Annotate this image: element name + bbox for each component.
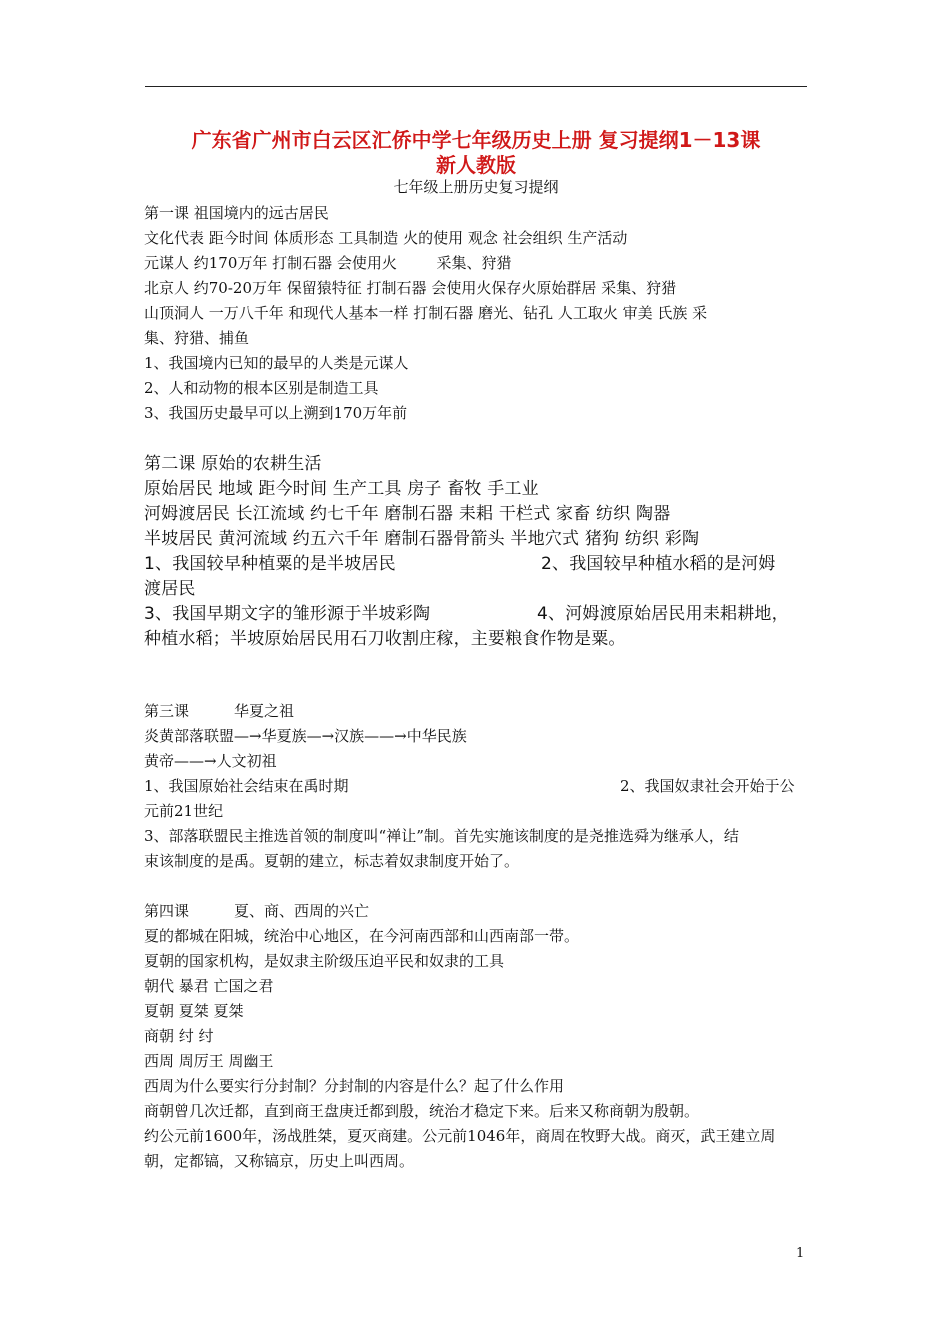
lesson1-row-shandingdong: 山顶洞人 一万八千年 和现代人基本一样 打制石器 磨光、钻孔 人工取火 审美 氏族 采 (144, 304, 708, 322)
lesson2-point2: 2、我国较早种植水稻的是河姆 (541, 554, 776, 574)
lesson2-point3: 3、我国早期文字的雏形源于半坡彩陶 (144, 604, 431, 624)
lesson1-heading: 第一课 祖国境内的远古居民 (144, 204, 329, 222)
lesson4-line9: 约公元前1600年，汤战胜桀，夏灭商建。公元前1046年，商周在牧野大战。商灭，武王建立周 (144, 1127, 776, 1145)
lesson3-point2-cont: 元前21世纪 (144, 802, 224, 820)
lesson3-point1: 1、我国原始社会结束在禹时期 (144, 777, 349, 795)
document-title-line1: 广东省广州市白云区汇侨中学七年级历史上册 复习提纲1－13课 (191, 128, 761, 152)
lesson2-point4-cont: 种植水稻；半坡原始居民用石刀收割庄稼，主要粮食作物是粟。 (144, 629, 626, 649)
document-title-line2: 新人教版 (436, 153, 516, 177)
lesson3-point2: 2、我国奴隶社会开始于公 (620, 777, 795, 795)
lesson4-line6: 西周 周厉王 周幽王 (144, 1052, 274, 1070)
lesson2-point4: 4、河姆渡原始居民用耒耜耕地， (537, 604, 789, 624)
lesson3-point3-cont: 束该制度的是禹。夏朝的建立，标志着奴隶制度开始了。 (144, 852, 520, 870)
lesson2-row-hemudu: 河姆渡居民 长江流域 约七千年 磨制石器 耒耜 干栏式 家畜 纺织 陶器 (144, 504, 671, 524)
lesson4-line8: 商朝曾几次迁都，直到商王盘庚迁都到殷，统治才稳定下来。后来又称商朝为殷朝。 (144, 1102, 700, 1120)
lesson2-heading: 第二课 原始的农耕生活 (144, 454, 322, 474)
lesson1-header-row: 文化代表 距今时间 体质形态 工具制造 火的使用 观念 社会组织 生产活动 (144, 229, 628, 247)
lesson1-row-beijing: 北京人 约70-20万年 保留猿特征 打制石器 会使用火保存火原始群居 采集、狩猎 (144, 279, 677, 297)
lesson1-point3: 3、我国历史最早可以上溯到170万年前 (144, 404, 408, 422)
lesson4-line7: 西周为什么要实行分封制？分封制的内容是什么？起了什么作用 (144, 1077, 565, 1095)
lesson4-line9-cont: 朝，定都镐，又称镐京，历史上叫西周。 (144, 1152, 415, 1170)
lesson4-line1: 夏的都城在阳城，统治中心地区，在今河南西部和山西南部一带。 (144, 927, 580, 945)
lesson2-row-banpo: 半坡居民 黄河流域 约五六千年 磨制石器骨箭头 半地穴式 猪狗 纺织 彩陶 (144, 529, 700, 549)
lesson4-line3: 朝代 暴君 亡国之君 (144, 977, 274, 995)
lesson1-point1: 1、我国境内已知的最早的人类是元谋人 (144, 354, 409, 372)
lesson3-line2: 黄帝——→人文初祖 (144, 752, 277, 770)
lesson2-header-row: 原始居民 地域 距今时间 生产工具 房子 畜牧 手工业 (144, 479, 539, 499)
lesson1-point2: 2、人和动物的根本区别是制造工具 (144, 379, 379, 397)
lesson1-row-yuanmou: 元谋人 约170万年 打制石器 会使用火 采集、狩猎 (144, 254, 512, 272)
lesson4-line5: 商朝 纣 纣 (144, 1027, 214, 1045)
lesson4-heading: 第四课 夏、商、西周的兴亡 (144, 902, 370, 920)
lesson2-point1: 1、我国较早种植粟的是半坡居民 (144, 554, 396, 574)
lesson3-point3: 3、部落联盟民主推选首领的制度叫“禅让”制。首先实施该制度的是尧推选舜为继承人，结 (144, 827, 739, 845)
lesson1-row-shandingdong-cont: 集、狩猎、捕鱼 (144, 329, 250, 347)
lesson2-point2-cont: 渡居民 (144, 579, 196, 599)
lesson4-line2: 夏朝的国家机构，是奴隶主阶级压迫平民和奴隶的工具 (144, 952, 505, 970)
lesson3-heading: 第三课 华夏之祖 (144, 702, 295, 720)
lesson3-line1: 炎黄部落联盟—→华夏族—→汉族——→中华民族 (144, 727, 467, 745)
header-rule (145, 86, 807, 87)
page-number: 1 (796, 1246, 805, 1261)
document-subtitle: 七年级上册历史复习提纲 (393, 178, 559, 196)
lesson4-line4: 夏朝 夏桀 夏桀 (144, 1002, 244, 1020)
